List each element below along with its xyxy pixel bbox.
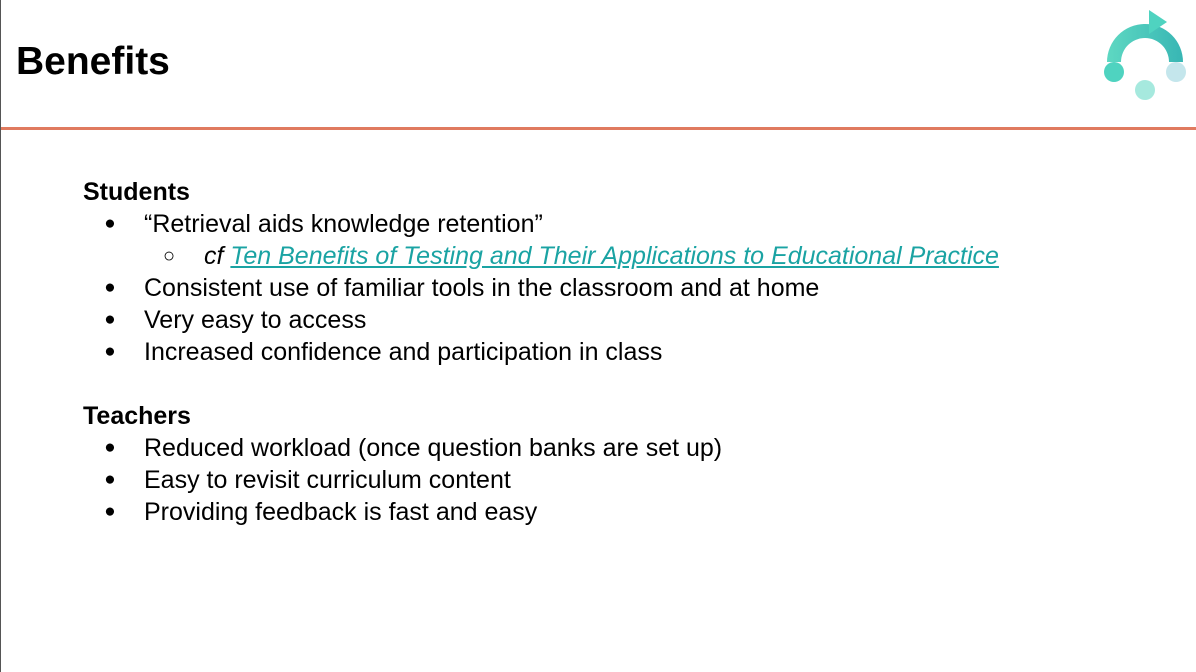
list-item-text: Very easy to access — [144, 306, 367, 334]
list-item — [83, 464, 1163, 496]
list-item-text: “Retrieval aids knowledge retention” — [144, 210, 543, 238]
slide-title: Benefits — [16, 40, 170, 83]
bullet-dot-icon: ● — [104, 277, 116, 298]
students-heading: Students — [83, 178, 190, 206]
list-item-text: Increased confidence and participation in class — [144, 338, 663, 366]
students-list — [83, 208, 1163, 240]
list-item — [83, 272, 1163, 304]
title-divider — [1, 127, 1196, 130]
slide-content — [83, 176, 1163, 528]
bullet-dot-icon: ● — [104, 469, 116, 490]
list-item-text: Providing feedback is fast and easy — [144, 498, 538, 526]
reference-link[interactable]: Ten Benefits of Testing and Their Applications to Educational Practice — [230, 242, 999, 270]
teachers-heading: Teachers — [83, 402, 191, 430]
bullet-dot-icon: ● — [104, 341, 116, 362]
hollow-bullet-icon: ○ — [162, 245, 176, 267]
students-list-continued — [83, 272, 1163, 368]
sub-list-item — [83, 240, 1163, 272]
list-item — [83, 496, 1163, 528]
list-item — [83, 208, 1163, 240]
circular-refresh-logo-icon — [1097, 6, 1193, 102]
teachers-list — [83, 432, 1163, 528]
list-item-text: Easy to revisit curriculum content — [144, 466, 511, 494]
bullet-dot-icon: ● — [104, 309, 116, 330]
list-item — [83, 304, 1163, 336]
section-spacer — [83, 368, 1163, 400]
bullet-dot-icon: ● — [104, 501, 116, 522]
list-item-text: Reduced workload (once question banks are set up) — [144, 434, 723, 462]
list-item — [83, 336, 1163, 368]
bullet-dot-icon: ● — [104, 437, 116, 458]
bullet-dot-icon: ● — [104, 213, 116, 234]
list-item-text: Consistent use of familiar tools in the classroom and at home — [144, 274, 820, 302]
cf-prefix: cf — [204, 242, 224, 270]
list-item — [83, 432, 1163, 464]
